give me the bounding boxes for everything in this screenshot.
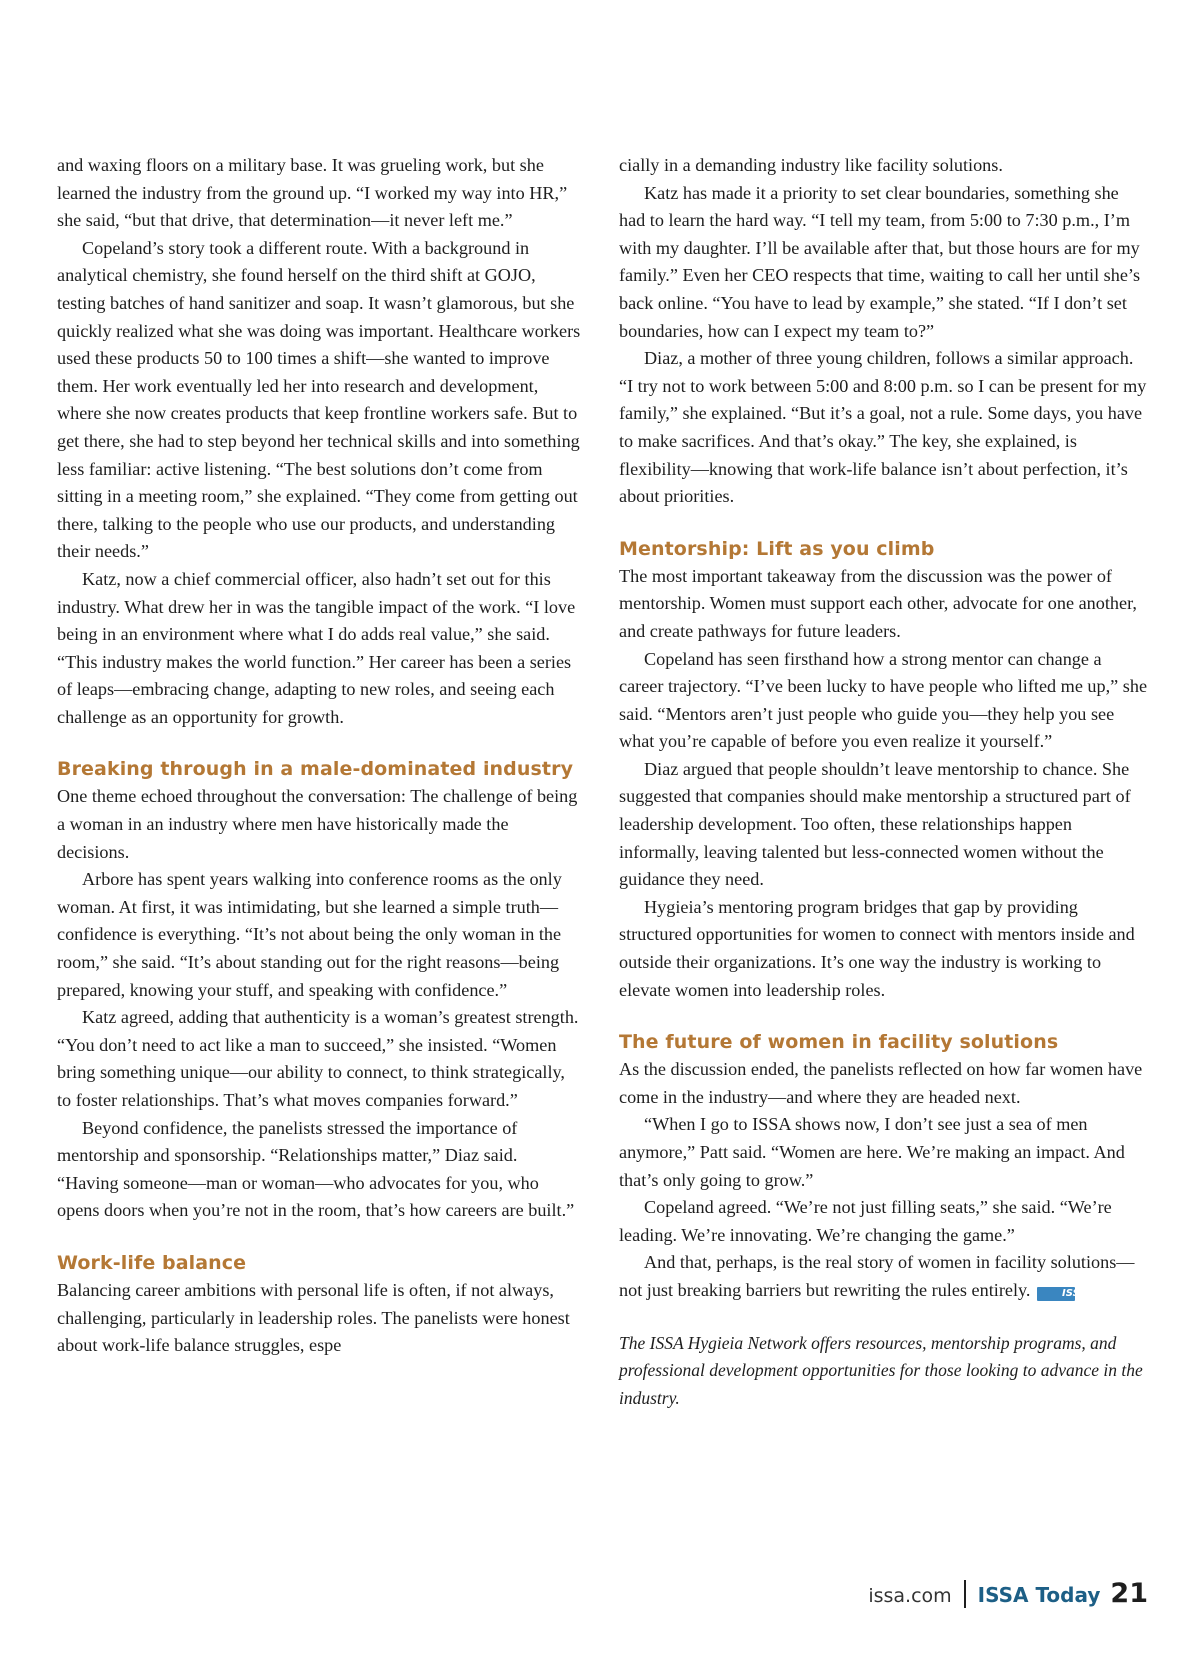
paragraph: Balancing career ambitions with personal life is often, if not always, challenging, particularly in leadership roles. The panelists were honest about work-life balance struggles, espe [57, 1279, 570, 1356]
paragraph: The most important takeaway from the discussion was the power of mentorship. Women must support each other, advocate for one another, and create pathways for future leaders. [619, 565, 1137, 641]
page-footer [868, 1578, 1148, 1609]
issa-logo-icon: ISSA [1037, 1287, 1075, 1301]
paragraph: Hygieia’s mentoring program bridges that gap by providing structured opportunities for women to connect with mentors inside and outside their organizations. It’s one way the industry is working to elevate women into leadership roles. [619, 896, 1135, 1000]
footer-site: issa.com [868, 1585, 952, 1607]
section-heading: Breaking through in a male-dominated industry [57, 758, 574, 781]
paragraph: Copeland’s story took a different route. With a background in analytical chemistry, she found herself on the third shift at GOJO, testing batches of hand sanitizer and soap. It wasn’t glamorous, but she quickly realized what she was doing was important. Healthcare workers used these products 50 to 100 times a shift—she wanted to improve them. Her work eventually led her into research and development, where she now creates products that keep frontline workers safe. But to get there, she had to step beyond her technical skills and into something less familiar: active listening. “The best solutions don’t come from sitting in a meeting room,” she explained. “They come from getting out there, talking to the people who use our products, and understanding their needs.” [57, 237, 581, 562]
paragraph: Copeland has seen firsthand how a strong mentor can change a career trajectory. “I’ve been lucky to have people who lifted me up,” she said. “Mentors aren’t just people who guide you—they help you see what you’re capable of before you even realize it yourself.” [619, 648, 1148, 752]
page-number: 21 [1110, 1578, 1148, 1609]
paragraph: Copeland agreed. “We’re not just filling seats,” she said. “We’re leading. We’re innovating. We’re changing the game.” [619, 1197, 1112, 1245]
paragraph: As the discussion ended, the panelists reflected on how far women have come in the industry—and where they are headed next. [619, 1059, 1143, 1107]
right-column [619, 152, 1149, 1412]
paragraph: Beyond confidence, the panelists stressed the importance of mentorship and sponsorship. “Relationships matter,” Diaz said. “Having someone—man or woman—who advocates for you, who opens doors when you’re not in the room, that’s how careers are built.” [57, 1117, 575, 1221]
paragraph: “When I go to ISSA shows now, I don’t see just a sea of men anymore,” Patt said. “Women are here. We’re making an impact. And that’s only going to grow.” [619, 1114, 1125, 1190]
footer-divider [964, 1580, 966, 1608]
left-column [57, 152, 582, 1360]
paragraph: Katz, now a chief commercial officer, also hadn’t set out for this industry. What drew her in was the tangible impact of the work. “I love being in an environment where what I do adds real value,” she said. “This industry makes the world function.” Her career has been a series of leaps—embracing change, adapting to new roles, and seeing each challenge as an opportunity for growth. [57, 568, 576, 727]
caption: The ISSA Hygieia Network offers resources, mentorship programs, and professional development opportunities for those looking to advance in the industry. [619, 1332, 1143, 1408]
paragraph: Diaz, a mother of three young children, follows a similar approach. “I try not to work between 5:00 and 8:00 p.m. so I can be present for my family,” she explained. “But it’s a goal, not a rule. Some days, you have to make sacrifices. And that’s okay.” The key, she explained, is flexibility—knowing that work-life balance isn’t about perfection, it’s about priorities. [619, 348, 1147, 507]
section-heading: The future of women in facility solutions [619, 1031, 1059, 1054]
paragraph-final [619, 1249, 1149, 1304]
section-heading: Work-life balance [57, 1251, 247, 1274]
paragraph: and waxing floors on a military base. It was grueling work, but she learned the industry from the ground up. “I worked my way into HR,” she said, “but that drive, that determination—it never left me.” [57, 155, 568, 231]
footer-publication: ISSA Today [977, 1583, 1101, 1607]
paragraph: Diaz argued that people shouldn’t leave mentorship to chance. She suggested that companies should make mentorship a structured part of leadership development. Too often, these relationships happen informally, leaving talented but less-connected women without the guidance they need. [619, 758, 1131, 890]
paragraph: Katz agreed, adding that authenticity is a woman’s greatest strength. “You don’t need to act like a man to succeed,” she insisted. “Women bring something unique—our ability to connect, to think strategically, to foster relationships. That’s what moves companies forward.” [57, 1007, 579, 1110]
paragraph-text: And that, perhaps, is the real story of women in facility solutions—not just breaking barriers but rewriting the rules entirely. [619, 1252, 1135, 1300]
section-heading: Mentorship: Lift as you climb [619, 537, 935, 560]
paragraph: Arbore has spent years walking into conference rooms as the only woman. At first, it was intimidating, but she learned a simple truth—confidence is everything. “It’s not about being the only woman in the room,” she said. “It’s about standing out for the right reasons—being prepared, knowing your stuff, and speaking with confidence.” [57, 869, 562, 1000]
paragraph: cially in a demanding industry like facility solutions. [619, 155, 1003, 175]
paragraph: Katz has made it a priority to set clear boundaries, something she had to learn the hard way. “I tell my team, from 5:00 to 7:30 p.m., I’m with my daughter. I’ll be available after that, but those hours are for my family.” Even her CEO respects that time, waiting to call her until she’s back online. “You have to lead by example,” she stated. “If I don’t set boundaries, how can I expect my team to?” [619, 182, 1141, 341]
paragraph: One theme echoed throughout the conversation: The challenge of being a woman in an industry where men have historically made the decisions. [57, 786, 578, 862]
